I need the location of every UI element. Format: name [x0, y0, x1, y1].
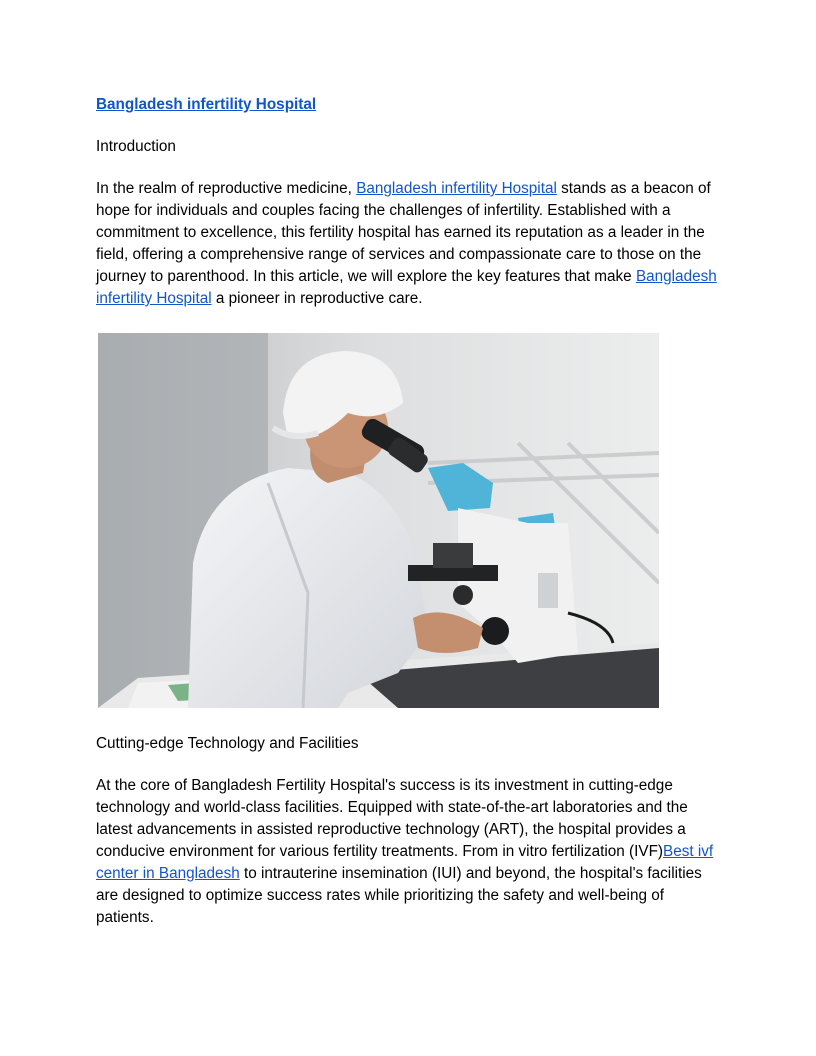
intro-text-2: stands as a beacon of hope for individuals and couples facing the challenges of infertility. Established with a commitment to excellence, this fertility hospital has earned its reputation as a leader in the field, offering a comprehensive range of services and compassionate care to those on the journey to parenthood. In this article, we will explore the key features that make — [96, 180, 711, 285]
title-link[interactable]: Bangladesh infertility Hospital — [96, 96, 317, 113]
technology-text-2: to intrauterine insemination (IUI) and beyond, the hospital's facilities are designed to optimize success rates while prioritizing the safety and well-being of patients. — [96, 865, 702, 926]
intro-paragraph — [96, 178, 724, 310]
section-heading-technology: Cutting-edge Technology and Facilities — [96, 735, 359, 752]
technology-text-1: At the core of Bangladesh Fertility Hospital's success is its investment in cutting-edge technology and world-class facilities. Equipped with state-of-the-art laboratories and the latest advancements in assisted reproductive technology (ART), the hospital provides a conducive environment for various fertility treatments. From in vitro fertilization (IVF) — [96, 777, 688, 860]
intro-text-3: a pioneer in reproductive care. — [211, 290, 423, 307]
intro-heading: Introduction — [96, 138, 176, 155]
hospital-link-2[interactable]: Bangladesh infertility Hospital — [96, 268, 717, 307]
title-paragraph — [96, 94, 724, 116]
microscope-photo — [98, 333, 659, 708]
hospital-link-1[interactable]: Bangladesh infertility Hospital — [356, 180, 557, 197]
ivf-center-link[interactable]: Best ivf center in Bangladesh — [96, 843, 714, 882]
document-body — [96, 94, 724, 929]
intro-text-1: In the realm of reproductive medicine, — [96, 180, 357, 197]
photo-illustration — [98, 333, 659, 708]
technology-paragraph — [96, 775, 724, 929]
